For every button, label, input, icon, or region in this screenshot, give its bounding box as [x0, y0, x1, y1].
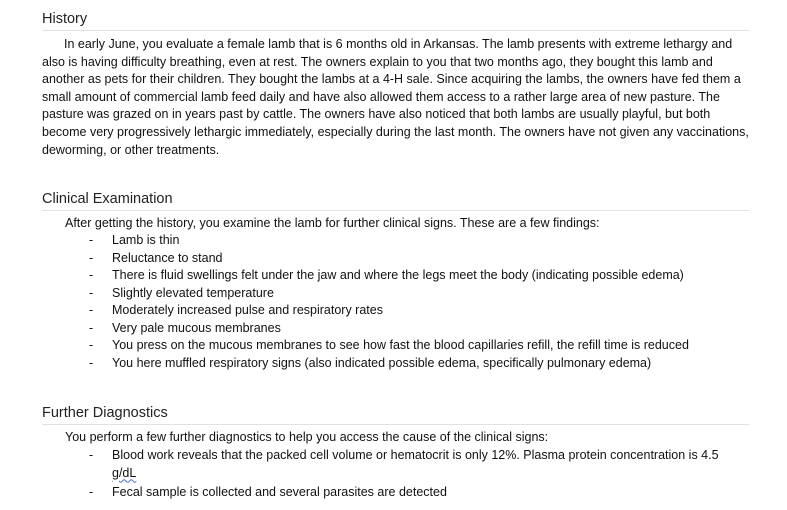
list-bullet: - [89, 303, 94, 317]
clinical-heading: Clinical Examination [42, 191, 173, 207]
list-item: - There is fluid swellings felt under the jaw and where the legs meet the body (indicating possible edema) [0, 267, 760, 285]
list-bullet: - [89, 485, 94, 499]
history-paragraph [42, 36, 754, 159]
list-item: - Lamb is thin [0, 232, 760, 250]
list-item: - Very pale mucous membranes [0, 320, 760, 338]
diagnostics-divider [42, 424, 749, 425]
list-bullet: - [89, 338, 94, 352]
history-heading: History [42, 11, 88, 27]
diagnostics-list [0, 447, 760, 502]
diagnostics-intro: You perform a few further diagnostics to help you access the cause of the clinical signs: [65, 430, 549, 444]
history-divider [42, 30, 749, 31]
clinical-divider [42, 210, 749, 211]
list-item: - Fecal sample is collected and several parasites are detected [0, 484, 760, 502]
list-bullet: - [89, 320, 94, 335]
list-item: - Reluctance to stand [0, 250, 760, 268]
list-bullet: - [89, 268, 94, 282]
list-bullet: - [89, 355, 94, 370]
list-bullet: - [89, 285, 94, 300]
clinical-findings-list [0, 232, 760, 372]
spellcheck-flag: g/dL [112, 465, 137, 480]
history-paragraph-text: In early June, you evaluate a female lamb that is 6 months old in Arkansas. The lamb presents with extreme lethargy and also is having difficulty breathing, even at rest. The owners explain to you that two months ago, they bought this lamb and another as pets for their children. They bought the lambs at a 4-H sale. Since acquiring the lambs, the owners have fed them a small amount of commercial lamb feed daily and have also allowed them access to a rather large area of new pasture. The pasture was grazed on in years past by cattle. The owners have also noticed that both lambs are usually playful, but both become very progressively lethargic immediately, especially during the last month. The owners have not given any vaccinations, deworming, or other treatments. [42, 37, 749, 157]
list-item: - Moderately increased pulse and respiratory rates [0, 302, 760, 320]
diagnostics-heading: Further Diagnostics [42, 405, 168, 421]
list-bullet: - [89, 233, 94, 247]
list-item: - Slightly elevated temperature [0, 285, 760, 303]
list-bullet: - [89, 448, 94, 462]
list-item: - You here muffled respiratory signs (also indicated possible edema, specifically pulmonary edema) [0, 355, 760, 373]
clinical-intro: After getting the history, you examine the lamb for further clinical signs. These are a few findings: [65, 216, 600, 230]
list-item: - You press on the mucous membranes to see how fast the blood capillaries refill, the refill time is reduced [0, 337, 760, 355]
list-bullet: - [89, 250, 94, 265]
list-item: - Blood work reveals that the packed cell volume or hematocrit is only 12%. Plasma protein concentration is 4.5 g/dL [89, 448, 719, 480]
